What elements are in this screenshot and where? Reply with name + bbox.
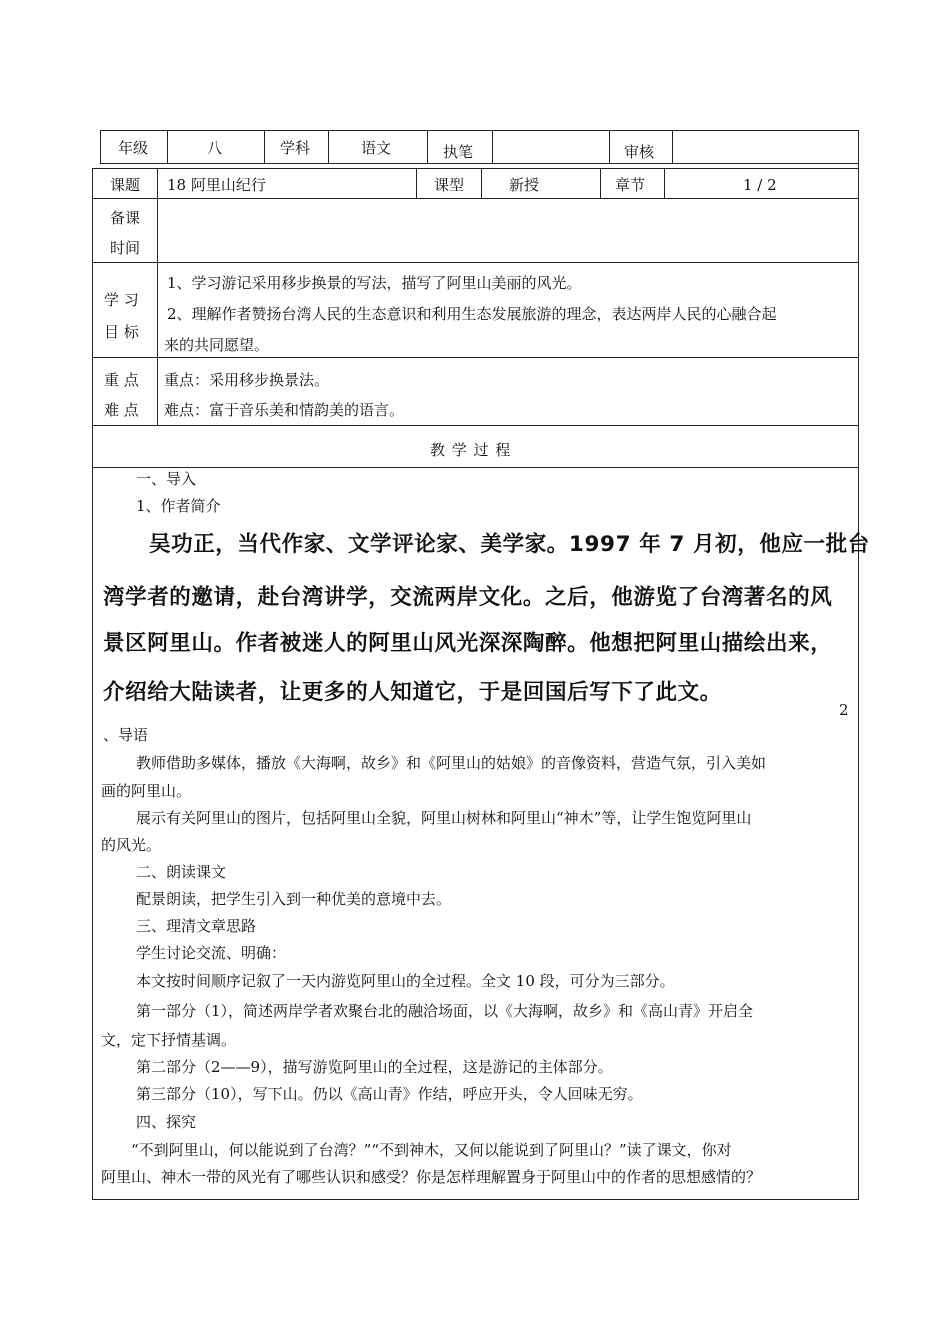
- structure-overview: 本文按时间顺序记叙了一天内游览阿里山的全过程。全文 10 段，可分为三部分。: [136, 972, 675, 990]
- row1-divider-5: [492, 130, 493, 164]
- structure-part1-line-2: 文，定下抒情基调。: [101, 1031, 237, 1049]
- row1-divider-7: [672, 130, 673, 164]
- chapter-label: 章节: [615, 176, 646, 194]
- outer-border-top: [92, 168, 859, 169]
- row2-divider-2: [416, 168, 417, 199]
- row6-border-bottom: [92, 467, 859, 468]
- inquiry-question-line-1: “不到阿里山，何以能说到了台湾？”“不到神木，又何以能说到了阿里山？”读了课文，你对: [131, 1141, 732, 1159]
- author-bio-line-2: 湾学者的邀请，赴台湾讲学，交流两岸文化。之后，他游览了台湾著名的风: [103, 585, 833, 610]
- guide-paragraph-1-line-2: 画的阿里山。: [101, 782, 192, 800]
- structure-discussion: 学生讨论交流、明确：: [136, 944, 287, 962]
- label-column-divider: [157, 198, 158, 426]
- guide-paragraph-2-line-1: 展示有关阿里山的图片，包括阿里山全貌，阿里山树林和阿里山“神木”等，让学生饱览阿里山: [136, 809, 752, 827]
- subject-label: 学科: [280, 139, 311, 157]
- prep-time-label-line2: 时间: [110, 239, 141, 257]
- section-reading-heading: 二、朗读课文: [136, 863, 227, 881]
- chapter-value: 1 / 2: [743, 176, 777, 194]
- author-bio-line-3: 景区阿里山。作者被迷人的阿里山风光深深陶醉。他想把阿里山描绘出来，: [103, 631, 833, 656]
- focus-label-line2: 难 点: [104, 401, 139, 419]
- row4-border-bottom: [92, 357, 859, 358]
- goal-line-3: 来的共同愿望。: [164, 336, 270, 354]
- row1-divider-3: [328, 130, 329, 164]
- guide-paragraph-1-line-1: 教师借助多媒体，播放《大海啊，故乡》和《阿里山的姑娘》的音像资料，营造气氛，引入美如: [136, 754, 767, 772]
- row2-divider-5: [664, 168, 665, 199]
- key-point: 重点：采用移步换景法。: [164, 371, 330, 389]
- topic-value: 18 阿里山纪行: [167, 176, 266, 194]
- guide-heading: 、导语: [103, 726, 149, 744]
- goal-line-1: 1、学习游记采用移步换景的写法，描写了阿里山美丽的风光。: [167, 274, 582, 292]
- structure-part3: 第三部分（10），写下山。仍以《高山青》作结，呼应开头，令人回味无穷。: [136, 1085, 643, 1103]
- page-number: 2: [839, 701, 849, 719]
- row1-divider-6: [609, 130, 610, 164]
- row1-divider-2: [264, 130, 265, 164]
- table-right-border: [858, 130, 859, 1200]
- author-intro-heading: 1、作者简介: [136, 497, 221, 515]
- structure-part1-line-1: 第一部分（1），简述两岸学者欢聚台北的融洽场面，以《大海啊，故乡》和《高山青》开启全: [136, 1002, 754, 1020]
- row2-border-bottom: [92, 198, 859, 199]
- row1-divider-1: [167, 130, 168, 164]
- process-title: 教 学 过 程: [430, 441, 512, 459]
- section-reading-text: 配景朗读，把学生引入到一种优美的意境中去。: [136, 890, 452, 908]
- type-label: 课型: [434, 176, 465, 194]
- goal-line-2: 2、理解作者赞扬台湾人民的生态意识和利用生态发展旅游的理念，表达两岸人民的心融合起: [167, 305, 777, 323]
- type-value: 新授: [509, 176, 540, 194]
- structure-part2: 第二部分（2——9），描写游览阿里山的全过程，这是游记的主体部分。: [136, 1058, 613, 1076]
- prep-time-label-line1: 备课: [110, 209, 141, 227]
- author-bio-line-1: 吴功正，当代作家、文学评论家、美学家。1997 年 7 月初，他应一批台: [149, 532, 870, 557]
- difficult-point: 难点：富于音乐美和情韵美的语言。: [164, 401, 405, 419]
- row5-border-bottom: [92, 425, 859, 426]
- section-structure-heading: 三、理清文章思路: [136, 917, 257, 935]
- row3-border-bottom: [92, 262, 859, 263]
- reviewer-label: 审核: [624, 143, 655, 161]
- goals-label-line1: 学 习: [104, 291, 139, 309]
- table-left-border: [92, 168, 93, 1200]
- focus-label-line1: 重 点: [104, 371, 139, 389]
- grade-value: 八: [207, 139, 223, 157]
- grade-label: 年级: [118, 139, 149, 157]
- author-bio-line-4: 介绍给大陆读者，让更多的人知道它，于是回国后写下了此文。: [103, 680, 722, 705]
- row1-border-bottom: [100, 163, 859, 164]
- topic-label: 课题: [110, 176, 141, 194]
- table-border-bottom: [92, 1199, 859, 1200]
- writer-label: 执笔: [443, 143, 474, 161]
- section-intro-heading: 一、导入: [136, 470, 197, 488]
- guide-paragraph-2-line-2: 的风光。: [101, 836, 162, 854]
- row2-divider-1: [157, 168, 158, 199]
- section-inquiry-heading: 四、探究: [136, 1113, 197, 1131]
- subject-value: 语文: [361, 139, 392, 157]
- row1-divider-4: [427, 130, 428, 164]
- table-border-top: [100, 130, 859, 131]
- inquiry-question-line-2: 阿里山、神木一带的风光有了哪些认识和感受？你是怎样理解置身于阿里山中的作者的思想感情的？: [101, 1168, 762, 1186]
- goals-label-line2: 目 标: [104, 323, 139, 341]
- row1-left-border: [100, 130, 101, 164]
- row2-divider-3: [481, 168, 482, 199]
- row2-divider-4: [600, 168, 601, 199]
